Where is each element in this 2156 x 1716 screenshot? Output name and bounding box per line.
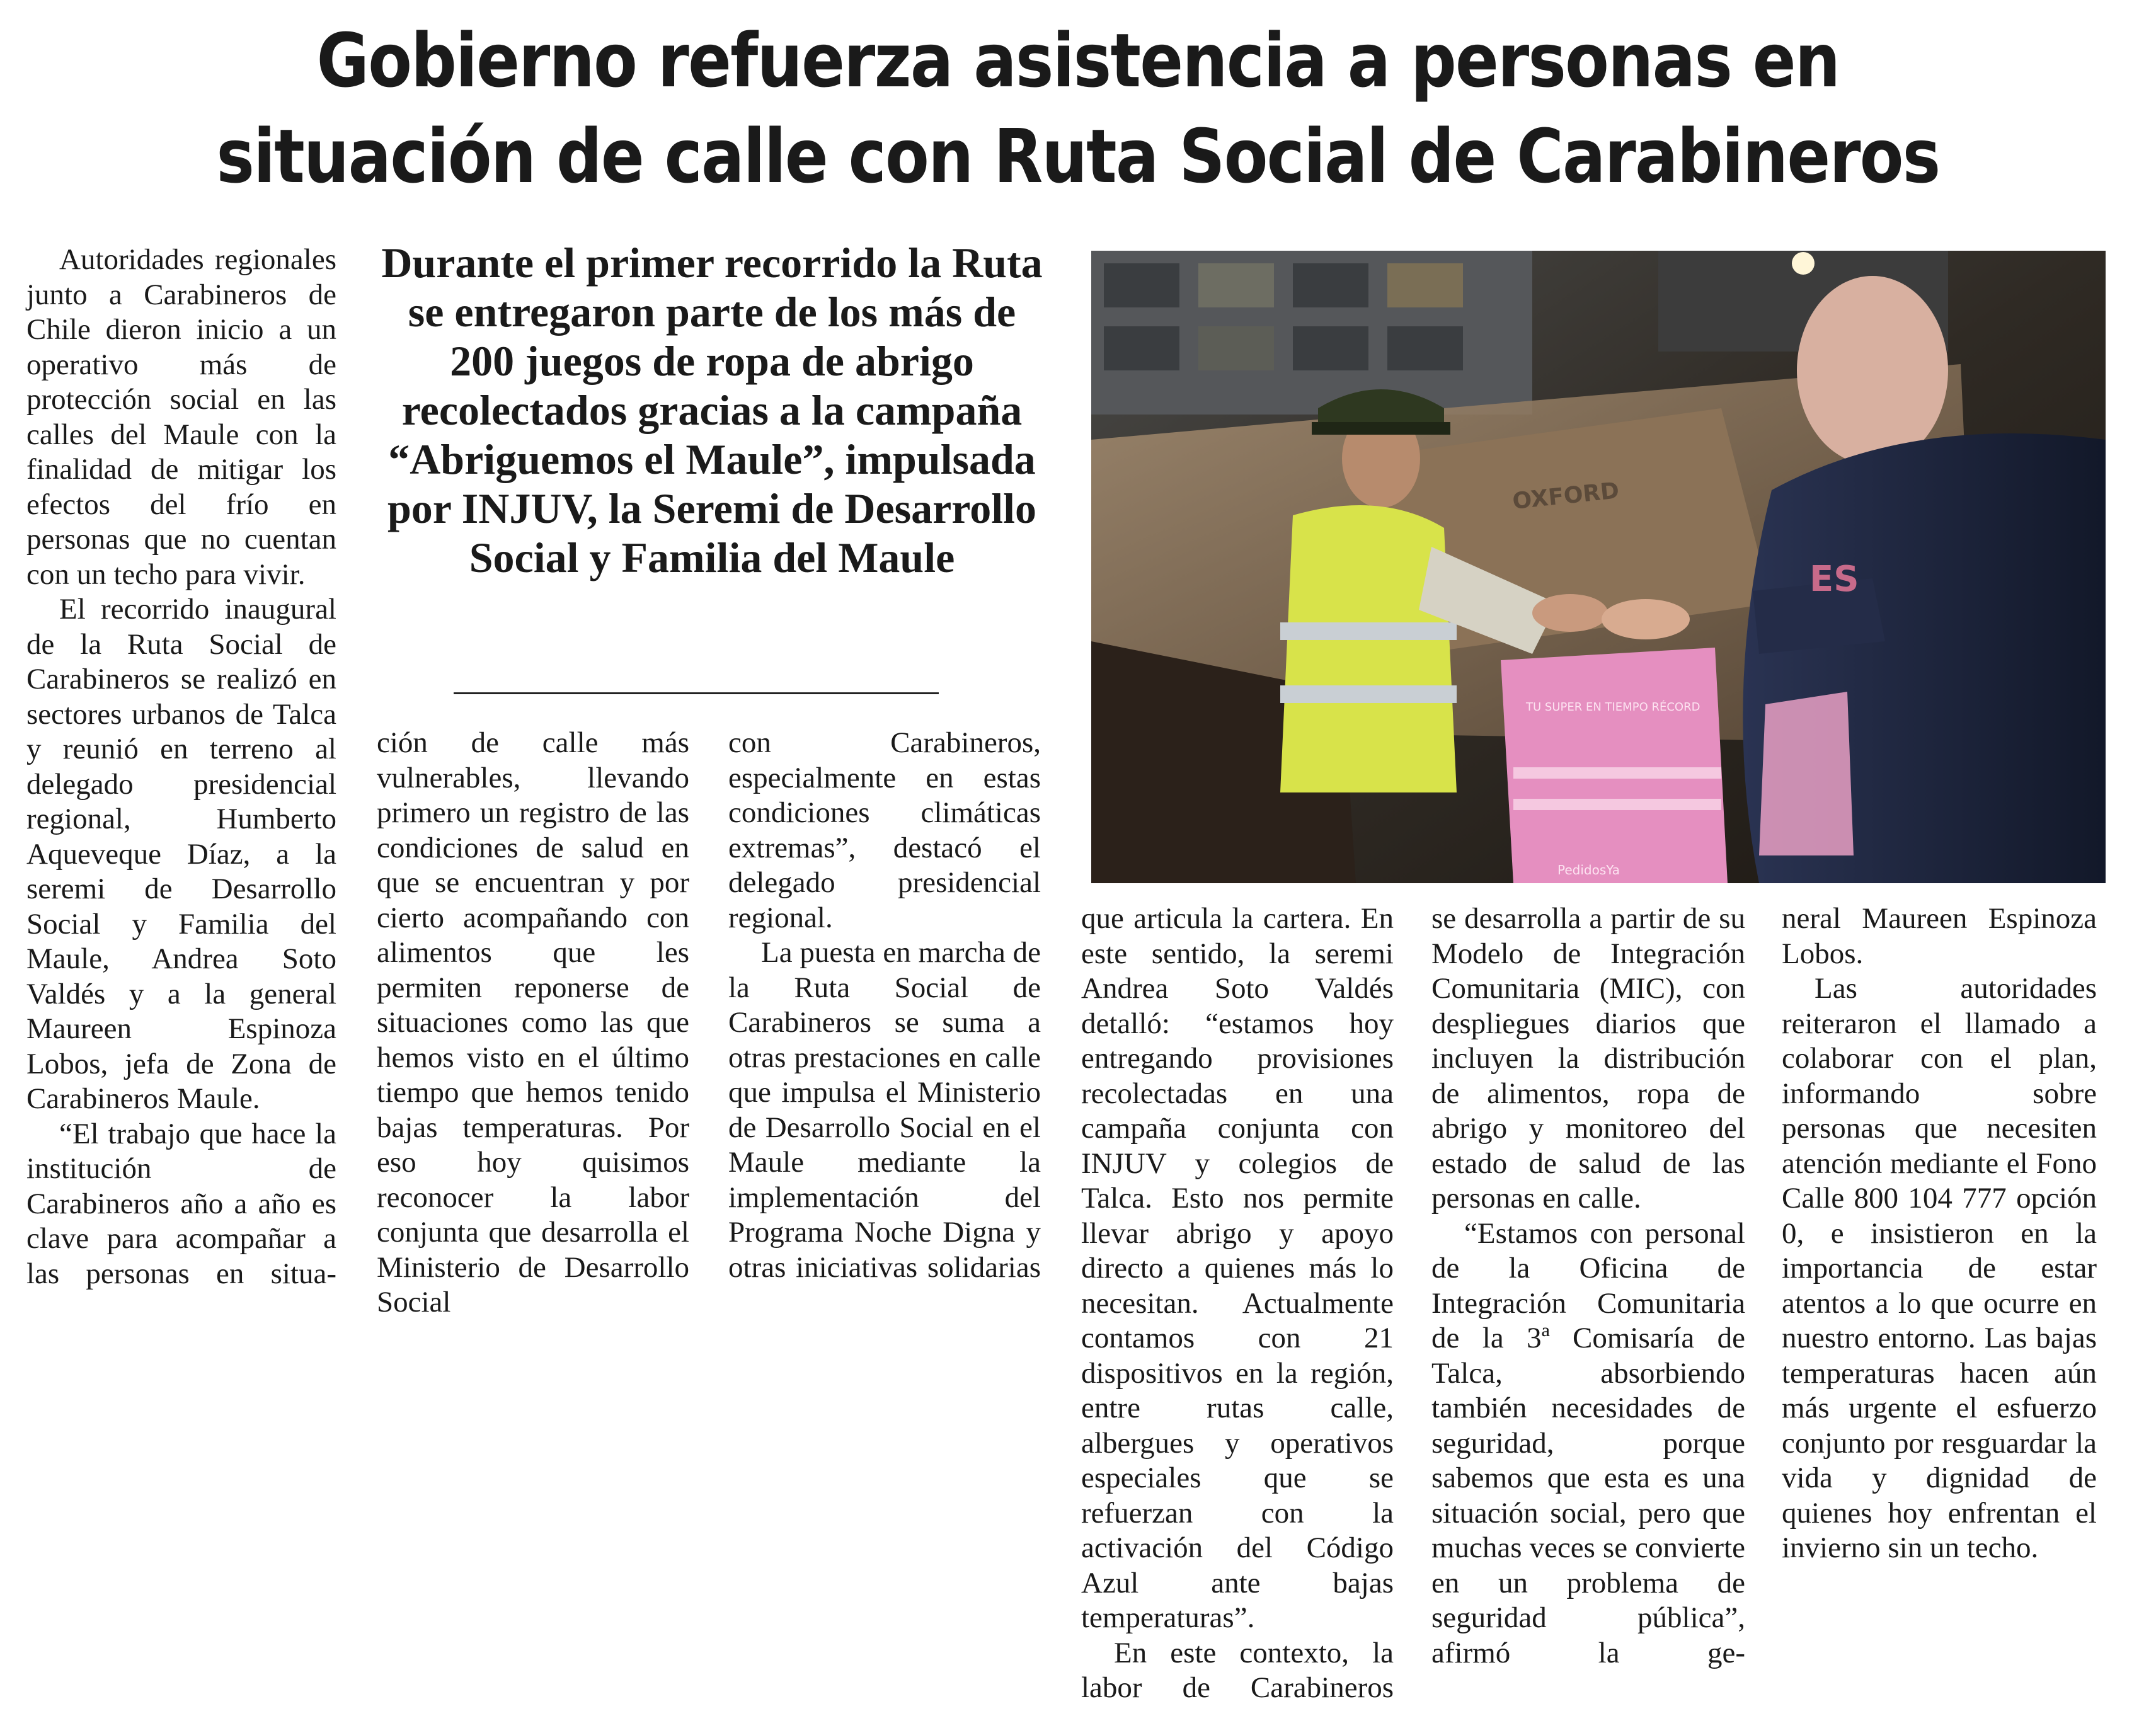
bag-text: TU SUPER EN TIEMPO RÉCORD bbox=[1526, 701, 1700, 714]
paragraph: “El trabajo que hace la institución de Carabineros año a año es clave para acompañar a las personas en situa- bbox=[26, 1117, 336, 1290]
paragraph: El recorrido inaugural de la Ruta Social de Carabineros se realizó en sectores urbanos de Talca y reunió en terreno al delegado presidencial regional, Humberto Aqueveque Díaz, a la seremi de Desarrollo Social y Familia del Maule, Andrea Soto Valdés y a la general Maureen Espinoza Lobos, jefa de Zona de Carabineros Maule. bbox=[26, 593, 336, 1115]
article-column-5 bbox=[1431, 901, 1745, 1671]
article-column-6 bbox=[1782, 901, 2097, 1566]
hoodie-text: ES bbox=[1809, 559, 1859, 600]
article-column-2 bbox=[377, 726, 689, 1320]
paragraph: se desarrolla a partir de su Modelo de Integración Comunitaria (MIC), con despliegues diarios que incluyen la distribución de alimentos, ropa de abrigo y monitoreo del estado de salud de las personas en calle. bbox=[1431, 902, 1745, 1215]
cardboard-sign-text: OXFORD bbox=[1511, 478, 1620, 515]
headline-line-2: situación de calle con Ruta Social de Carabineros bbox=[216, 113, 1940, 200]
paragraph: ción de calle más vulnerables, llevando primero un registro de las condiciones de salud en que se encuentran y por cierto acompañando con alimentos que les permiten reponerse de situaciones como las que hemos visto en el último tiempo que hemos tenido bajas temperaturas. Por eso hoy quisimos reconocer la labor conjunta que desarrolla el Ministerio de Desarrollo Social bbox=[377, 726, 689, 1318]
paragraph: “Estamos con personal de la Oficina de Integración Comunitaria de la 3ª Comisaría de Talca, absorbiendo también necesidades de seguridad, porque sabemos que esta es una situación social, pero que muchas veces se convierte en un problema de seguridad pública”, afirmó la ge- bbox=[1431, 1216, 1745, 1669]
paragraph: que articula la cartera. En este sentido, la seremi Andrea Soto Valdés detalló: “estamos hoy entregando provisiones recolectadas en una campaña conjunta con INJUV y colegios de Talca. Esto nos permite llevar abrigo y apoyo directo a quienes más lo necesitan. Actualmente contamos con 21 dispositivos en la región, entre rutas calle, albergues y operativos especiales que se refuerzan con la activación del Código Azul ante bajas temperaturas”. bbox=[1081, 902, 1394, 1634]
paragraph: Autoridades regionales junto a Carabineros de Chile dieron inicio a un operativo más de protección social en las calles del Maule con la finalidad de mitigar los efectos del frío en personas que no cuentan con un techo para vivir. bbox=[26, 243, 336, 591]
headline-line-1: Gobierno refuerza asistencia a personas en bbox=[316, 17, 1840, 104]
news-photo bbox=[1091, 251, 2106, 883]
paragraph: con Carabineros, especialmente en estas condiciones climáticas extremas”, destacó el delegado presidencial regional. bbox=[728, 726, 1041, 934]
article-column-4 bbox=[1081, 901, 1394, 1706]
paragraph: Las autoridades reiteraron el llamado a colaborar con el plan, informando sobre personas que necesiten atención mediante el Fono Calle 800 104 777 opción 0, e insistieron en la importancia de estar atentos a lo que ocurre en nuestro entorno. Las bajas temperaturas hacen aún más urgente el esfuerzo conjunto por resguardar la vida y dignidad de quienes hoy enfrentan el invierno sin un techo. bbox=[1782, 972, 2097, 1564]
deck-subheadline: Durante el primer recorrido la Ruta se entregaron parte de los más de 200 juegos de ropa de abrigo recolectados gracias a la campaña “Abriguemos el Maule”, impulsada por INJUV, la Seremi de Desarrollo Social y Familia del Maule bbox=[381, 239, 1043, 581]
bag-brand-text: PedidosYa bbox=[1557, 862, 1620, 878]
headline bbox=[151, 13, 2005, 204]
deck-underline-rule bbox=[454, 692, 939, 694]
paragraph: neral Maureen Espinoza Lobos. bbox=[1782, 902, 2097, 970]
article-column-3 bbox=[728, 726, 1041, 1285]
paragraph: La puesta en marcha de la Ruta Social de Carabineros se suma a otras prestaciones en calle que impulsa el Ministerio de Desarrollo Social en el Maule mediante la implementación del Programa Noche Digna y otras iniciativas solidarias bbox=[728, 936, 1041, 1284]
article-column-1 bbox=[26, 243, 336, 1291]
paragraph: En este contexto, la labor de Carabineros bbox=[1081, 1636, 1394, 1704]
